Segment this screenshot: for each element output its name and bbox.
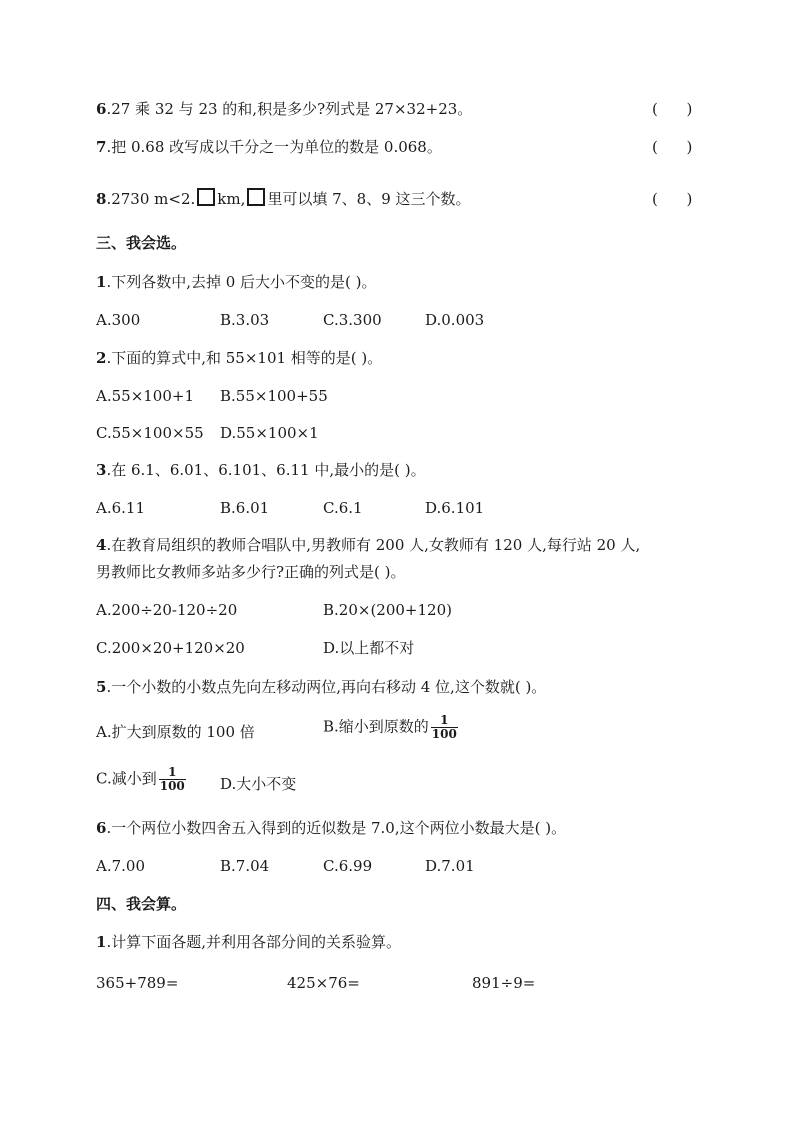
calc-expression: 425×76= (287, 974, 360, 992)
question-text: .2730 m<2. (106, 190, 196, 208)
question-number: 5 (96, 678, 107, 696)
option-a[interactable]: A.55×100+1 (96, 387, 194, 405)
question-number: 3 (96, 461, 107, 479)
option-a[interactable]: A.200÷20-120÷20 (96, 601, 238, 619)
option-b[interactable]: B.55×100+55 (220, 387, 328, 405)
question-text-continued: 男教师比女教师多站多少行?正确的列式是( )。 (96, 563, 406, 581)
option-c[interactable] (96, 766, 186, 793)
question-text: .一个小数的小数点先向左移动两位,再向右移动 4 位,这个数就( )。 (106, 678, 547, 696)
fraction (431, 714, 458, 741)
option-b-text: B.缩小到原数的 (323, 717, 429, 736)
question-text: .把 0.68 改写成以千分之一为单位的数是 0.068。 (106, 138, 442, 156)
question-text: km, (217, 190, 246, 208)
option-c[interactable]: C.6.99 (323, 857, 373, 875)
answer-bracket[interactable]: ( ) (652, 100, 693, 118)
blank-box-icon[interactable] (197, 188, 215, 206)
fraction-denominator: 100 (159, 779, 185, 793)
calc-expression: 365+789= (96, 974, 179, 992)
question-text: .下面的算式中,和 55×101 相等的是( )。 (106, 349, 383, 367)
question-text: 里可以填 7、8、9 这三个数。 (267, 190, 471, 208)
question-number: 2 (96, 349, 107, 367)
option-b[interactable]: B.7.04 (220, 857, 270, 875)
question-text: .在教育局组织的教师合唱队中,男教师有 200 人,女教师有 120 人,每行站 20 人, (106, 536, 641, 554)
answer-bracket[interactable]: ( ) (652, 190, 693, 208)
option-c[interactable]: C.55×100×55 (96, 424, 204, 442)
fraction-numerator: 1 (168, 765, 177, 779)
question-number: 1 (96, 933, 107, 951)
fraction-denominator: 100 (431, 727, 457, 741)
calc-expression: 891÷9= (472, 974, 536, 992)
question-text: .27 乘 32 与 23 的和,积是多少?列式是 27×32+23。 (106, 100, 473, 118)
choice-question-2 (96, 348, 382, 368)
option-c[interactable]: C.6.1 (323, 499, 363, 517)
calc-question-1 (96, 932, 401, 952)
question-number: 4 (96, 536, 107, 554)
fraction-numerator: 1 (440, 713, 449, 727)
blank-box-icon[interactable] (247, 188, 265, 206)
choice-question-3 (96, 460, 426, 480)
option-d[interactable]: D.55×100×1 (220, 424, 319, 442)
option-a[interactable]: A.300 (96, 311, 141, 329)
question-text: .一个两位小数四舍五入得到的近似数是 7.0,这个两位小数最大是( )。 (106, 819, 567, 837)
question-number: 7 (96, 138, 107, 156)
question-text: .计算下面各题,并利用各部分间的关系验算。 (106, 933, 401, 951)
option-a[interactable]: A.扩大到原数的 100 倍 (96, 723, 255, 741)
question-text: .下列各数中,去掉 0 后大小不变的是( )。 (106, 273, 377, 291)
choice-question-5 (96, 677, 546, 697)
option-d[interactable]: D.6.101 (425, 499, 485, 517)
option-c[interactable]: C.200×20+120×20 (96, 639, 245, 657)
judge-question-6 (96, 99, 472, 119)
option-b[interactable]: B.3.03 (220, 311, 270, 329)
option-b[interactable]: B.6.01 (220, 499, 270, 517)
option-b[interactable]: B.20×(200+120) (323, 601, 452, 619)
question-text: .在 6.1、6.01、6.101、6.11 中,最小的是( )。 (106, 461, 426, 479)
choice-question-4 (96, 535, 640, 555)
option-a[interactable]: A.7.00 (96, 857, 145, 875)
question-number: 8 (96, 190, 107, 208)
judge-question-8 (96, 188, 471, 209)
answer-bracket[interactable]: ( ) (652, 138, 693, 156)
question-number: 1 (96, 273, 107, 291)
choice-question-6 (96, 818, 566, 838)
section-title: 四、我会算。 (96, 895, 187, 913)
question-number: 6 (96, 819, 107, 837)
question-number: 6 (96, 100, 107, 118)
choice-question-1 (96, 272, 377, 292)
option-b[interactable] (323, 714, 458, 741)
option-d[interactable]: D.7.01 (425, 857, 475, 875)
option-c-text: C.减小到 (96, 769, 157, 788)
judge-question-7 (96, 137, 442, 157)
option-d[interactable]: D.大小不变 (220, 775, 297, 793)
option-d[interactable]: D.以上都不对 (323, 639, 415, 657)
option-d[interactable]: D.0.003 (425, 311, 485, 329)
fraction (159, 766, 186, 793)
section-title: 三、我会选。 (96, 234, 187, 252)
option-a[interactable]: A.6.11 (96, 499, 145, 517)
option-c[interactable]: C.3.300 (323, 311, 382, 329)
